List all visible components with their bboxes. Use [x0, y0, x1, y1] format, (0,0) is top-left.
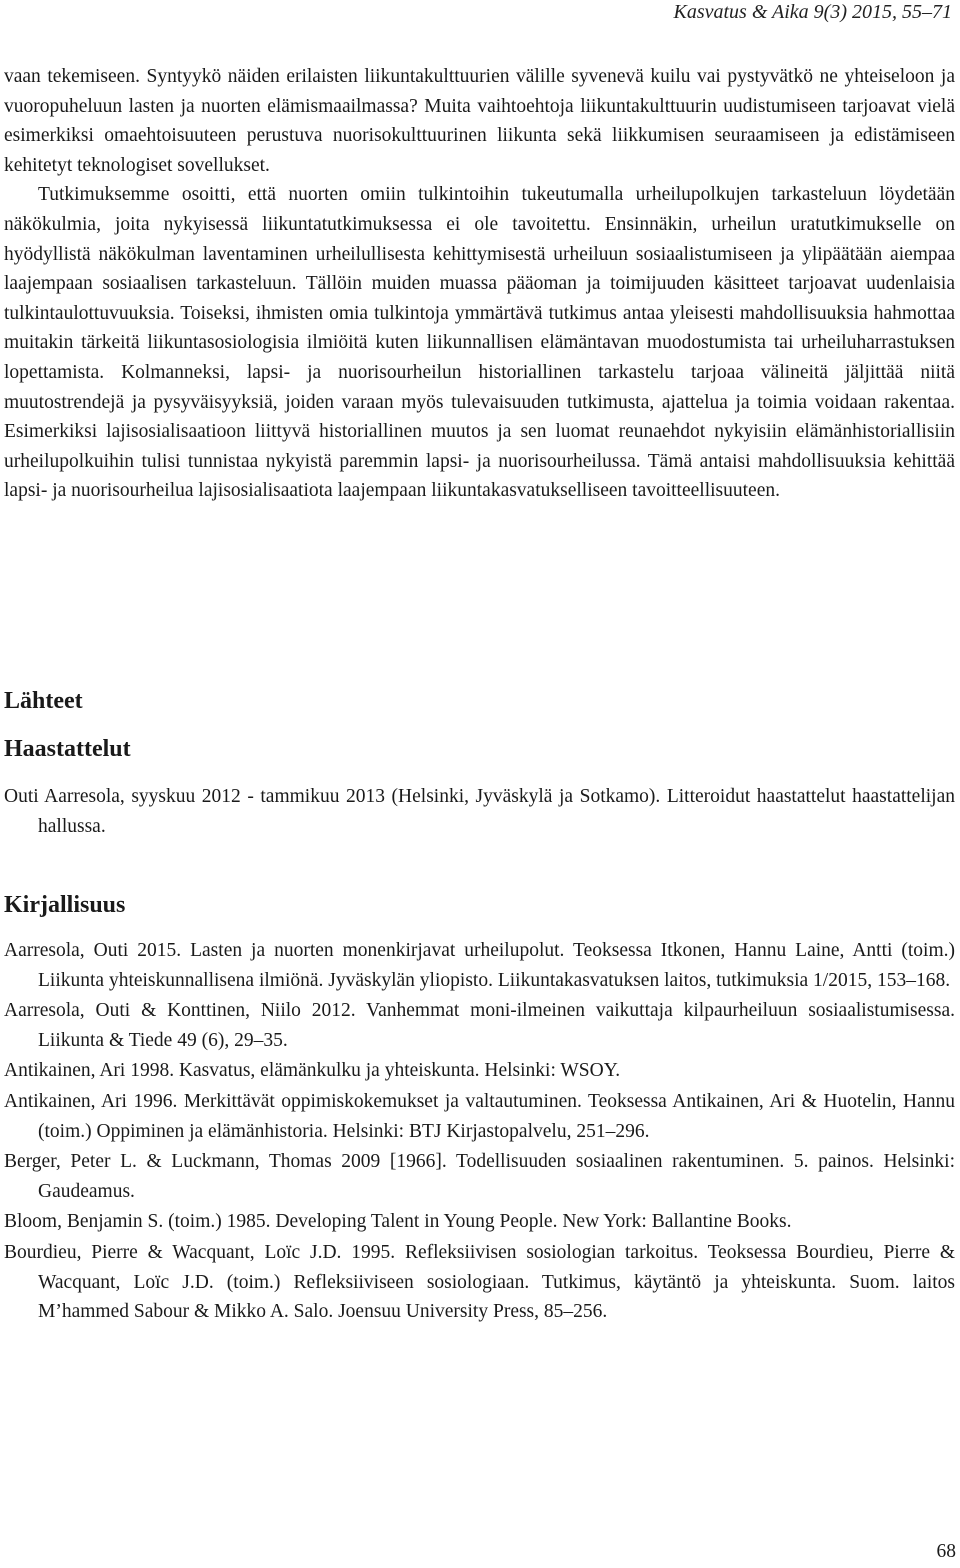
body-text [4, 62, 955, 506]
reference-entry: Berger, Peter L. & Luckmann, Thomas 2009 [1966]. Todellisuuden sosiaalinen rakentuminen. 5. painos. Helsinki: Gaudeamus. [4, 1151, 955, 1202]
body-paragraph: vaan tekemiseen. Syntyykö näiden erilaisten liikuntakulttuurien välille syvenevä kuilu vai pystyvätkö ne yhteiseloon ja vuoropuheluun lasten ja nuorten elämismaailmassa? Muita vaihtoehtoja liikuntakulttuurin uudistumiseen tarjoavat vielä esimerkiksi omaehtoisuuteen perustuva nuorisokulttuurinen liikunta sekä liikkumisen seuraamiseen ja edistämiseen kehitetyt teknologiset sovellukset. [4, 66, 955, 176]
literature-list [4, 936, 955, 1327]
interviews-heading: Haastattelut [4, 736, 131, 762]
reference-entry: Aarresola, Outi & Konttinen, Niilo 2012. Vanhemmat moni-ilmeinen vaikuttaja kilpaurheiluun sosiaalistumisessa. Liikunta & Tiede 49 (6), 29–35. [4, 1000, 955, 1051]
body-paragraph: Tutkimuksemme osoitti, että nuorten omiin tulkintoihin tukeutumalla urheilupolkujen tarkasteluun löydetään näkökulmia, joita nykyisessä liikuntatutkimuksessa ei ole tavoitettu. Ensinnäkin, urheilun uratutkimukselle on hyödyllistä näkökulman laventaminen urheilullisesta kehittymisestä urheiluun sosiaalistumiseen ja ylipäätään aiempaa laajempaan sosiaalisen tarkasteluun. Tällöin muiden muassa pääoman ja toimijuuden käsitteet tarjoavat uudenlaisia tulkintaulottuvuuksia. Toiseksi, ihmisten omia tulkintoja ymmärtävä tutkimus antaa yleisesti mahdollisuuksia hahmottaa muitakin tärkeitä liikuntasosiologisia ilmiöitä kuten liikunnallisen elämäntavan muodostumista tai urheiluharrastuksen lopettamista. Kolmanneksi, lapsi- ja nuorisourheilun historiallinen tarkastelu tarjoaa välineitä jäljittää niitä muutostrendejä ja pysyväisyyksiä, joiden varaan myös tulevaisuuden tutkimusta, ajattelua ja toimia voidaan rakentaa. Esimerkiksi lajisosialisaatioon liittyvä historiallinen muutos ja sen luomat reunaehdot nykyisiin elämänhistoriallisiin urheilupolkuihin tulisi tunnistaa nykyistä paremmin lapsi- ja nuorisourheilussa. Tämä antaisi mahdollisuuksia kehittää lapsi- ja nuorisourheilua lajisosialisaatiota laajempaan liikuntakasvatukselliseen tavoitteellisuuteen. [4, 184, 955, 502]
interviews-list [4, 782, 955, 841]
literature-heading: Kirjallisuus [4, 892, 126, 918]
sources-heading: Lähteet [4, 688, 83, 714]
reference-entry: Antikainen, Ari 1996. Merkittävät oppimiskokemukset ja valtautuminen. Teoksessa Antikainen, Ari & Huotelin, Hannu (toim.) Oppiminen ja elämänhistoria. Helsinki: BTJ Kirjastopalvelu, 251–296. [4, 1090, 955, 1142]
reference-entry: Bloom, Benjamin S. (toim.) 1985. Developing Talent in Young People. New York: Ballantine Books. [4, 1211, 792, 1233]
reference-entry: Bourdieu, Pierre & Wacquant, Loïc J.D. 1995. Refleksiivisen sosiologian tarkoitus. Teoksessa Bourdieu, Pierre & Wacquant, Loïc J.D. (toim.) Refleksiiviseen sosiologiaan. Tutkimus, käytäntö ja yhteiskunta. Suom. laitos M’hammed Sabour & Mikko A. Salo. Joensuu University Press, 85–256. [4, 1241, 955, 1323]
reference-entry: Aarresola, Outi 2015. Lasten ja nuorten monenkirjavat urheilupolut. Teoksessa Itkonen, Hannu Laine, Antti (toim.) Liikunta yhteiskunnallisena ilmiönä. Jyväskylän yliopisto. Liikuntakasvatuksen laitos, tutkimuksia 1/2015, 153–168. [4, 940, 955, 991]
page-number: 68 [936, 1541, 956, 1562]
interview-entry: Outi Aarresola, syyskuu 2012 - tammikuu 2013 (Helsinki, Jyväskylä ja Sotkamo). Litteroidut haastattelut haastattelijan hallussa. [4, 786, 955, 837]
running-header: Kasvatus & Aika 9(3) 2015, 55–71 [673, 1, 952, 23]
reference-entry: Antikainen, Ari 1998. Kasvatus, elämänkulku ja yhteiskunta. Helsinki: WSOY. [4, 1060, 621, 1082]
